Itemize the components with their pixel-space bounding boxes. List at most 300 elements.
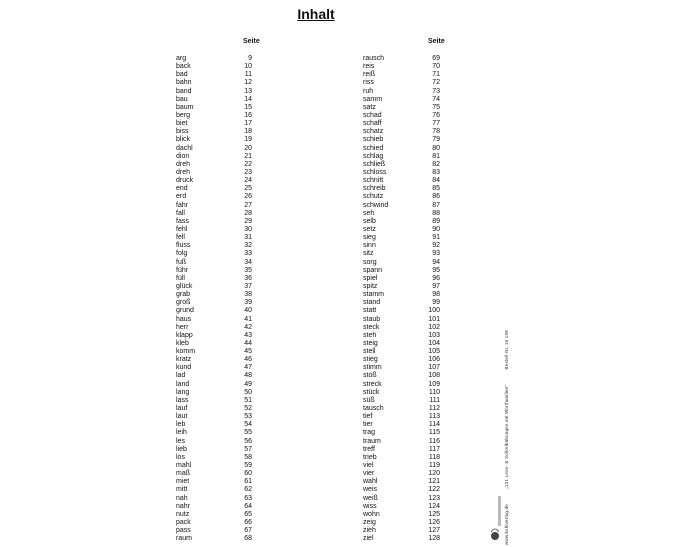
index-word: stieg <box>363 356 378 364</box>
index-word: miet <box>176 478 190 486</box>
index-page-number: 118 <box>428 453 440 461</box>
index-entry <box>363 519 440 527</box>
index-page-number: 17 <box>244 120 252 128</box>
index-word: fall <box>176 209 185 217</box>
index-word: dreh <box>176 168 191 176</box>
index-word: druck <box>176 177 194 185</box>
index-word: spitz <box>363 282 378 290</box>
index-entry <box>363 202 440 210</box>
index-word: weiß <box>363 494 378 502</box>
index-entry <box>176 405 252 413</box>
index-page-number: 9 <box>248 55 252 62</box>
index-word: tief <box>363 413 373 421</box>
index-word: schad <box>363 111 382 119</box>
index-entry <box>176 226 252 234</box>
book-title-line: „121 Lese- & Schreibübungen mit Wortfamilien“ <box>504 384 509 489</box>
index-entry <box>176 438 252 446</box>
index-entry <box>363 429 440 437</box>
index-page-number: 15 <box>244 103 252 111</box>
index-word: schied <box>363 144 384 152</box>
index-page-number: 120 <box>428 470 440 478</box>
index-word: erd <box>176 193 187 201</box>
index-entry <box>363 242 440 250</box>
index-word: dion <box>176 152 190 160</box>
index-word: leb <box>176 421 186 429</box>
index-entry <box>176 446 252 454</box>
index-entry <box>176 316 252 324</box>
index-word: schatz <box>363 128 384 136</box>
index-page-number: 110 <box>428 388 440 396</box>
index-entry <box>363 446 440 454</box>
index-word: lauf <box>176 405 188 413</box>
index-page-number: 24 <box>244 177 252 185</box>
index-page-number: 46 <box>244 356 252 364</box>
index-word: dachl <box>176 144 193 152</box>
index-entry <box>176 193 252 201</box>
index-entry <box>363 535 440 543</box>
index-page-number: 19 <box>244 136 252 144</box>
index-word: dreh <box>176 160 191 168</box>
index-page-number: 58 <box>244 453 252 461</box>
index-entry <box>176 429 252 437</box>
index-word: band <box>176 87 192 95</box>
index-word: laut <box>176 413 188 421</box>
index-word: haus <box>176 315 192 323</box>
index-page-number: 66 <box>244 519 252 527</box>
index-entry <box>363 104 440 112</box>
index-entry <box>363 462 440 470</box>
index-entry <box>363 438 440 446</box>
index-page-number: 111 <box>429 396 440 404</box>
index-page-number: 71 <box>432 71 440 79</box>
index-word: groß <box>176 299 191 307</box>
index-word: traum <box>363 437 381 445</box>
index-word: füll <box>176 274 185 282</box>
index-entry <box>176 145 252 153</box>
index-page-number: 126 <box>428 519 440 527</box>
index-entry <box>363 486 440 494</box>
index-page-number: 104 <box>428 339 440 347</box>
index-entry <box>176 519 252 527</box>
index-page-number: 117 <box>428 445 440 453</box>
index-entry <box>363 55 440 63</box>
index-entry <box>363 397 440 405</box>
index-entry <box>363 405 440 413</box>
index-page-number: 107 <box>428 364 440 372</box>
index-entry <box>176 71 252 79</box>
index-word: schieb <box>363 136 384 144</box>
index-word: sinn <box>363 242 376 250</box>
index-page-number: 127 <box>428 527 440 535</box>
index-page-number: 124 <box>428 502 440 510</box>
index-page-number: 96 <box>432 274 440 282</box>
index-page-number: 80 <box>432 144 440 152</box>
index-entry <box>363 324 440 332</box>
index-word: führ <box>176 266 189 274</box>
index-page-number: 83 <box>432 168 440 176</box>
index-entry <box>363 381 440 389</box>
index-entry <box>363 356 440 364</box>
index-word: treff <box>363 445 375 453</box>
index-page-number: 67 <box>244 527 252 535</box>
index-word: setz <box>363 225 376 233</box>
index-page-number: 14 <box>244 95 252 103</box>
index-entry <box>363 283 440 291</box>
index-word: back <box>176 63 191 71</box>
index-page-number: 52 <box>244 405 252 413</box>
index-page-number: 75 <box>432 103 440 111</box>
index-page-number: 35 <box>244 266 252 274</box>
index-page-number: 55 <box>244 429 252 437</box>
index-word: lieb <box>176 445 187 453</box>
index-page-number: 59 <box>244 462 252 470</box>
index-page-number: 45 <box>244 348 252 356</box>
index-entry <box>176 202 252 210</box>
index-page-number: 108 <box>428 372 440 380</box>
index-word: land <box>176 380 190 388</box>
index-entry <box>363 250 440 258</box>
index-word: ruh <box>363 87 374 95</box>
left-index-column <box>176 55 252 543</box>
index-page-number: 97 <box>432 282 440 290</box>
index-word: stell <box>363 348 376 356</box>
right-index-column <box>363 55 440 543</box>
index-word: raum <box>176 535 192 543</box>
index-word: spiel <box>363 274 378 282</box>
index-entry <box>176 454 252 462</box>
index-page-number: 89 <box>432 217 440 225</box>
index-word: stoß <box>363 372 377 380</box>
index-word: schaff <box>363 120 382 128</box>
index-entry <box>363 267 440 275</box>
index-page-number: 37 <box>244 282 252 290</box>
index-word: seh <box>363 209 375 217</box>
index-entry <box>176 421 252 429</box>
index-page-number: 101 <box>428 315 440 323</box>
index-entry <box>363 63 440 71</box>
index-page-number: 82 <box>432 160 440 168</box>
index-page-number: 33 <box>244 250 252 258</box>
index-page-number: 121 <box>428 478 440 486</box>
index-entry <box>176 283 252 291</box>
index-page-number: 98 <box>432 291 440 299</box>
index-word: satz <box>363 103 376 111</box>
index-word: wohn <box>363 510 380 518</box>
index-entry <box>176 250 252 258</box>
index-word: tausch <box>363 405 384 413</box>
index-entry <box>363 307 440 315</box>
index-entry <box>176 267 252 275</box>
index-page-number: 70 <box>432 63 440 71</box>
index-word: zieh <box>363 527 376 535</box>
index-page-number: 113 <box>428 413 440 421</box>
index-word: sorg <box>363 258 377 266</box>
index-entry <box>176 259 252 267</box>
index-word: bahn <box>176 79 192 87</box>
index-entry <box>176 389 252 397</box>
index-word: les <box>176 437 185 445</box>
index-word: maß <box>176 470 190 478</box>
index-entry <box>176 527 252 535</box>
index-entry <box>176 79 252 87</box>
index-word: staub <box>363 315 381 323</box>
index-entry <box>363 389 440 397</box>
index-page-number: 65 <box>244 510 252 518</box>
index-page-number: 86 <box>432 193 440 201</box>
index-page-number: 73 <box>432 87 440 95</box>
index-entry <box>176 372 252 380</box>
index-entry <box>363 527 440 535</box>
index-entry <box>363 259 440 267</box>
index-entry <box>363 364 440 372</box>
index-word: sieg <box>363 234 376 242</box>
index-word: bau <box>176 95 188 103</box>
index-entry <box>176 55 252 63</box>
index-word: ziel <box>363 535 374 543</box>
index-word: streck <box>363 380 382 388</box>
index-word: riss <box>363 79 374 87</box>
index-entry <box>363 495 440 503</box>
index-page-number: 99 <box>432 299 440 307</box>
index-page-number: 68 <box>244 535 252 543</box>
index-page-number: 69 <box>432 55 440 62</box>
index-page-number: 91 <box>432 234 440 242</box>
index-entry <box>176 324 252 332</box>
index-page-number: 78 <box>432 128 440 136</box>
index-page-number: 102 <box>428 323 440 331</box>
index-entry <box>176 397 252 405</box>
index-page-number: 72 <box>432 79 440 87</box>
index-entry <box>363 177 440 185</box>
index-page-number: 105 <box>428 348 440 356</box>
index-page-number: 84 <box>432 177 440 185</box>
index-word: schnitt <box>363 177 384 185</box>
index-word: nah <box>176 494 188 502</box>
index-word: rausch <box>363 55 385 62</box>
index-page-number: 30 <box>244 225 252 233</box>
index-entry <box>176 112 252 120</box>
right-column-header: Seite <box>428 38 445 45</box>
index-word: nahr <box>176 502 191 510</box>
index-entry <box>176 332 252 340</box>
index-entry <box>363 299 440 307</box>
index-entry <box>363 454 440 462</box>
index-word: bad <box>176 71 188 79</box>
index-entry <box>363 185 440 193</box>
index-entry <box>363 120 440 128</box>
index-page-number: 28 <box>244 209 252 217</box>
index-entry <box>176 275 252 283</box>
index-entry <box>176 153 252 161</box>
index-word: kratz <box>176 356 192 364</box>
index-entry <box>363 413 440 421</box>
index-page-number: 38 <box>244 291 252 299</box>
index-entry <box>176 63 252 71</box>
index-word: tier <box>363 421 373 429</box>
index-word: zeig <box>363 519 376 527</box>
index-word: baum <box>176 103 194 111</box>
index-word: lang <box>176 388 190 396</box>
side-footer-text <box>504 316 509 545</box>
index-page-number: 122 <box>428 486 440 494</box>
index-page-number: 16 <box>244 111 252 119</box>
index-page-number: 49 <box>244 380 252 388</box>
index-word: stand <box>363 299 381 307</box>
index-page-number: 119 <box>428 462 440 470</box>
index-entry <box>176 169 252 177</box>
index-word: fehl <box>176 225 188 233</box>
index-entry <box>176 218 252 226</box>
index-word: trieb <box>363 453 377 461</box>
index-word: los <box>176 453 185 461</box>
index-word: biet <box>176 120 188 128</box>
index-page-number: 10 <box>244 63 252 71</box>
index-word: mahl <box>176 462 192 470</box>
index-entry <box>363 88 440 96</box>
page-title: Inhalt <box>297 6 335 22</box>
index-word: glück <box>176 282 193 290</box>
index-word: steig <box>363 339 378 347</box>
index-page-number: 32 <box>244 242 252 250</box>
index-word: grab <box>176 291 191 299</box>
index-word: viel <box>363 462 374 470</box>
index-entry <box>176 161 252 169</box>
index-word: fass <box>176 217 189 225</box>
index-page-number: 103 <box>428 331 440 339</box>
index-entry <box>363 218 440 226</box>
index-word: schlag <box>363 152 384 160</box>
index-entry <box>363 470 440 478</box>
index-word: sitz <box>363 250 374 258</box>
index-page-number: 42 <box>244 323 252 331</box>
index-entry <box>176 128 252 136</box>
index-page-number: 76 <box>432 111 440 119</box>
index-page-number: 63 <box>244 494 252 502</box>
index-page-number: 87 <box>432 201 440 209</box>
index-entry <box>363 275 440 283</box>
index-entry <box>363 291 440 299</box>
index-entry <box>363 421 440 429</box>
index-entry <box>363 169 440 177</box>
index-page-number: 25 <box>244 185 252 193</box>
index-page-number: 74 <box>432 95 440 103</box>
kohl-verlag-logo-icon <box>489 492 503 542</box>
index-entry <box>176 348 252 356</box>
index-page-number: 62 <box>244 486 252 494</box>
index-entry <box>176 177 252 185</box>
index-word: spann <box>363 266 383 274</box>
index-word: schließ <box>363 160 386 168</box>
index-entry <box>363 96 440 104</box>
index-page-number: 81 <box>432 152 440 160</box>
index-page-number: 60 <box>244 470 252 478</box>
index-entry <box>176 234 252 242</box>
index-page-number: 21 <box>244 152 252 160</box>
index-word: kleb <box>176 339 189 347</box>
index-entry <box>176 486 252 494</box>
index-page-number: 125 <box>428 510 440 518</box>
index-word: trag <box>363 429 376 437</box>
index-entry <box>176 291 252 299</box>
index-entry <box>176 364 252 372</box>
index-word: stimm <box>363 364 382 372</box>
index-page-number: 53 <box>244 413 252 421</box>
index-entry <box>363 503 440 511</box>
index-word: stück <box>363 388 380 396</box>
index-page-number: 27 <box>244 201 252 209</box>
index-entry <box>363 153 440 161</box>
index-entry <box>176 511 252 519</box>
index-page-number: 41 <box>244 315 252 323</box>
index-entry <box>176 136 252 144</box>
order-number: Bestell-Nr. 10 198 <box>504 330 509 370</box>
index-word: steck <box>363 323 380 331</box>
index-page-number: 109 <box>428 380 440 388</box>
index-entry <box>176 104 252 112</box>
index-word: nutz <box>176 510 190 518</box>
index-page-number: 40 <box>244 307 252 315</box>
index-entry <box>176 340 252 348</box>
index-word: schloss <box>363 168 387 176</box>
index-page-number: 18 <box>244 128 252 136</box>
index-page-number: 26 <box>244 193 252 201</box>
index-entry <box>363 332 440 340</box>
index-entry <box>176 307 252 315</box>
index-word: vier <box>363 470 375 478</box>
index-word: reiß <box>363 71 376 79</box>
index-entry <box>363 71 440 79</box>
index-entry <box>363 210 440 218</box>
index-entry <box>363 511 440 519</box>
index-entry <box>176 470 252 478</box>
index-entry <box>176 462 252 470</box>
index-entry <box>176 88 252 96</box>
index-page-number: 31 <box>244 234 252 242</box>
index-word: komm <box>176 348 196 356</box>
index-page-number: 93 <box>432 250 440 258</box>
index-page-number: 112 <box>428 405 440 413</box>
index-page-number: 48 <box>244 372 252 380</box>
index-entry <box>176 413 252 421</box>
index-page-number: 54 <box>244 421 252 429</box>
index-page-number: 50 <box>244 388 252 396</box>
index-word: leih <box>176 429 187 437</box>
index-page-number: 116 <box>428 437 440 445</box>
index-page-number: 39 <box>244 299 252 307</box>
index-word: mitt <box>176 486 188 494</box>
index-word: lad <box>176 372 186 380</box>
index-word: grund <box>176 307 194 315</box>
index-entry <box>176 96 252 104</box>
index-word: fell <box>176 234 185 242</box>
index-page-number: 79 <box>432 136 440 144</box>
index-entry <box>176 478 252 486</box>
index-word: pass <box>176 527 191 535</box>
index-page-number: 90 <box>432 225 440 233</box>
index-word: fluss <box>176 242 191 250</box>
index-entry <box>363 145 440 153</box>
index-page-number: 128 <box>428 535 440 543</box>
index-page-number: 56 <box>244 437 252 445</box>
index-word: folg <box>176 250 188 258</box>
index-word: fuß <box>176 258 187 266</box>
index-entry <box>176 120 252 128</box>
index-entry <box>363 478 440 486</box>
index-page-number: 51 <box>244 396 252 404</box>
index-word: lass <box>176 396 189 404</box>
index-page-number: 36 <box>244 274 252 282</box>
index-word: wahl <box>363 478 378 486</box>
